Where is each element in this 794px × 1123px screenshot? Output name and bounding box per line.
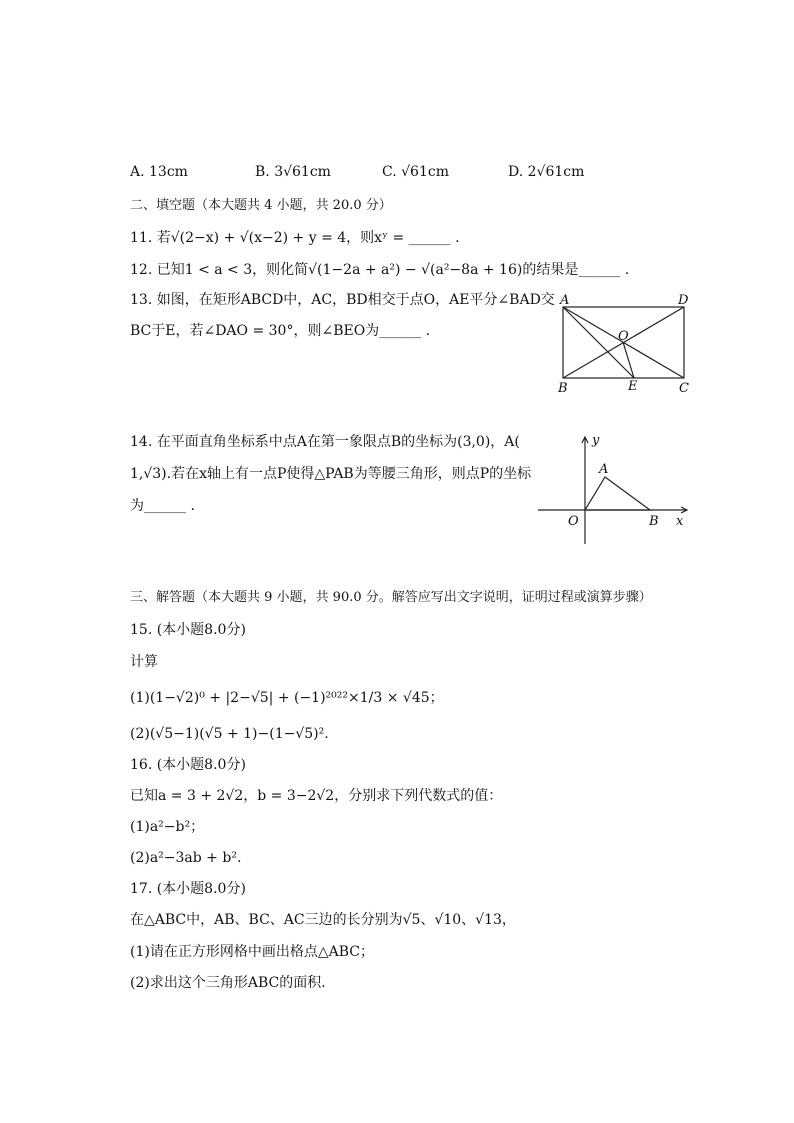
label-o: O	[618, 329, 629, 344]
label-o: O	[568, 514, 579, 529]
question-17-title: 17. (本小题8.0分)	[130, 881, 246, 897]
label-a: A	[599, 462, 609, 477]
question-16-part1: (1)a²−b²；	[130, 819, 205, 835]
question-14-line3: 为______ .	[130, 498, 195, 514]
question-16-part2: (2)a²−3ab + b².	[130, 850, 242, 866]
question-17-part2: (2)求出这个三角形ABC的面积.	[130, 975, 326, 991]
option-c: C. √61cm	[382, 164, 449, 180]
figure-13-rectangle	[552, 290, 700, 400]
label-a: A	[560, 293, 570, 308]
question-14-line1: 14. 在平面直角坐标系中点A在第一象限点B的坐标为(3,0)，A(	[130, 434, 520, 450]
question-14-line2: 1,√3).若在x轴上有一点P使得△PAB为等腰三角形，则点P的坐标	[130, 466, 532, 482]
question-16-intro: 已知a = 3 + 2√2，b = 3−2√2，分别求下列代数式的值：	[130, 788, 503, 804]
question-15-part2: (2)(√5−1)(√5 + 1)−(1−√5)².	[130, 726, 329, 742]
label-c: C	[679, 381, 689, 396]
option-b: B. 3√61cm	[255, 164, 331, 180]
option-a: A. 13cm	[130, 164, 188, 180]
label-e: E	[628, 379, 638, 394]
label-b: B	[558, 381, 568, 396]
triangle-oab	[585, 477, 650, 510]
question-15-title: 15. (本小题8.0分)	[130, 622, 246, 638]
question-11: 11. 若√(2−x) + √(x−2) + y = 4，则xʸ = ______ .	[130, 230, 460, 246]
question-17-intro: 在△ABC中，AB、BC、AC三边的长分别为√5、√10、√13，	[130, 912, 516, 928]
label-b: B	[649, 514, 659, 529]
question-13-line1: 13. 如图，在矩形ABCD中，AC，BD相交于点O，AE平分∠BAD交	[130, 292, 555, 308]
label-d: D	[678, 293, 689, 308]
label-x: x	[676, 514, 684, 529]
question-12: 12. 已知1 < a < 3，则化简√(1−2a + a²) − √(a²−8a + 16)的结果是______ .	[130, 262, 630, 278]
figure-14-coordinates	[535, 432, 695, 547]
option-d: D. 2√61cm	[508, 164, 585, 180]
question-15-part1: (1)(1−√2)⁰ + |2−√5| + (−1)²⁰²²×1/3 × √45；	[130, 690, 444, 706]
section2-heading: 二、填空题（本大题共 4 小题，共 20.0 分）	[130, 198, 392, 213]
section3-heading: 三、解答题（本大题共 9 小题，共 90.0 分。解答应写出文字说明，证明过程或演算步骤）	[130, 590, 652, 605]
label-y: y	[592, 433, 600, 448]
question-16-title: 16. (本小题8.0分)	[130, 757, 246, 773]
question-13-line2: BC于E，若∠DAO = 30°，则∠BEO为______ .	[130, 323, 431, 339]
question-17-part1: (1)请在正方形网格中画出格点△ABC；	[130, 944, 374, 960]
question-15-intro: 计算	[130, 654, 158, 670]
